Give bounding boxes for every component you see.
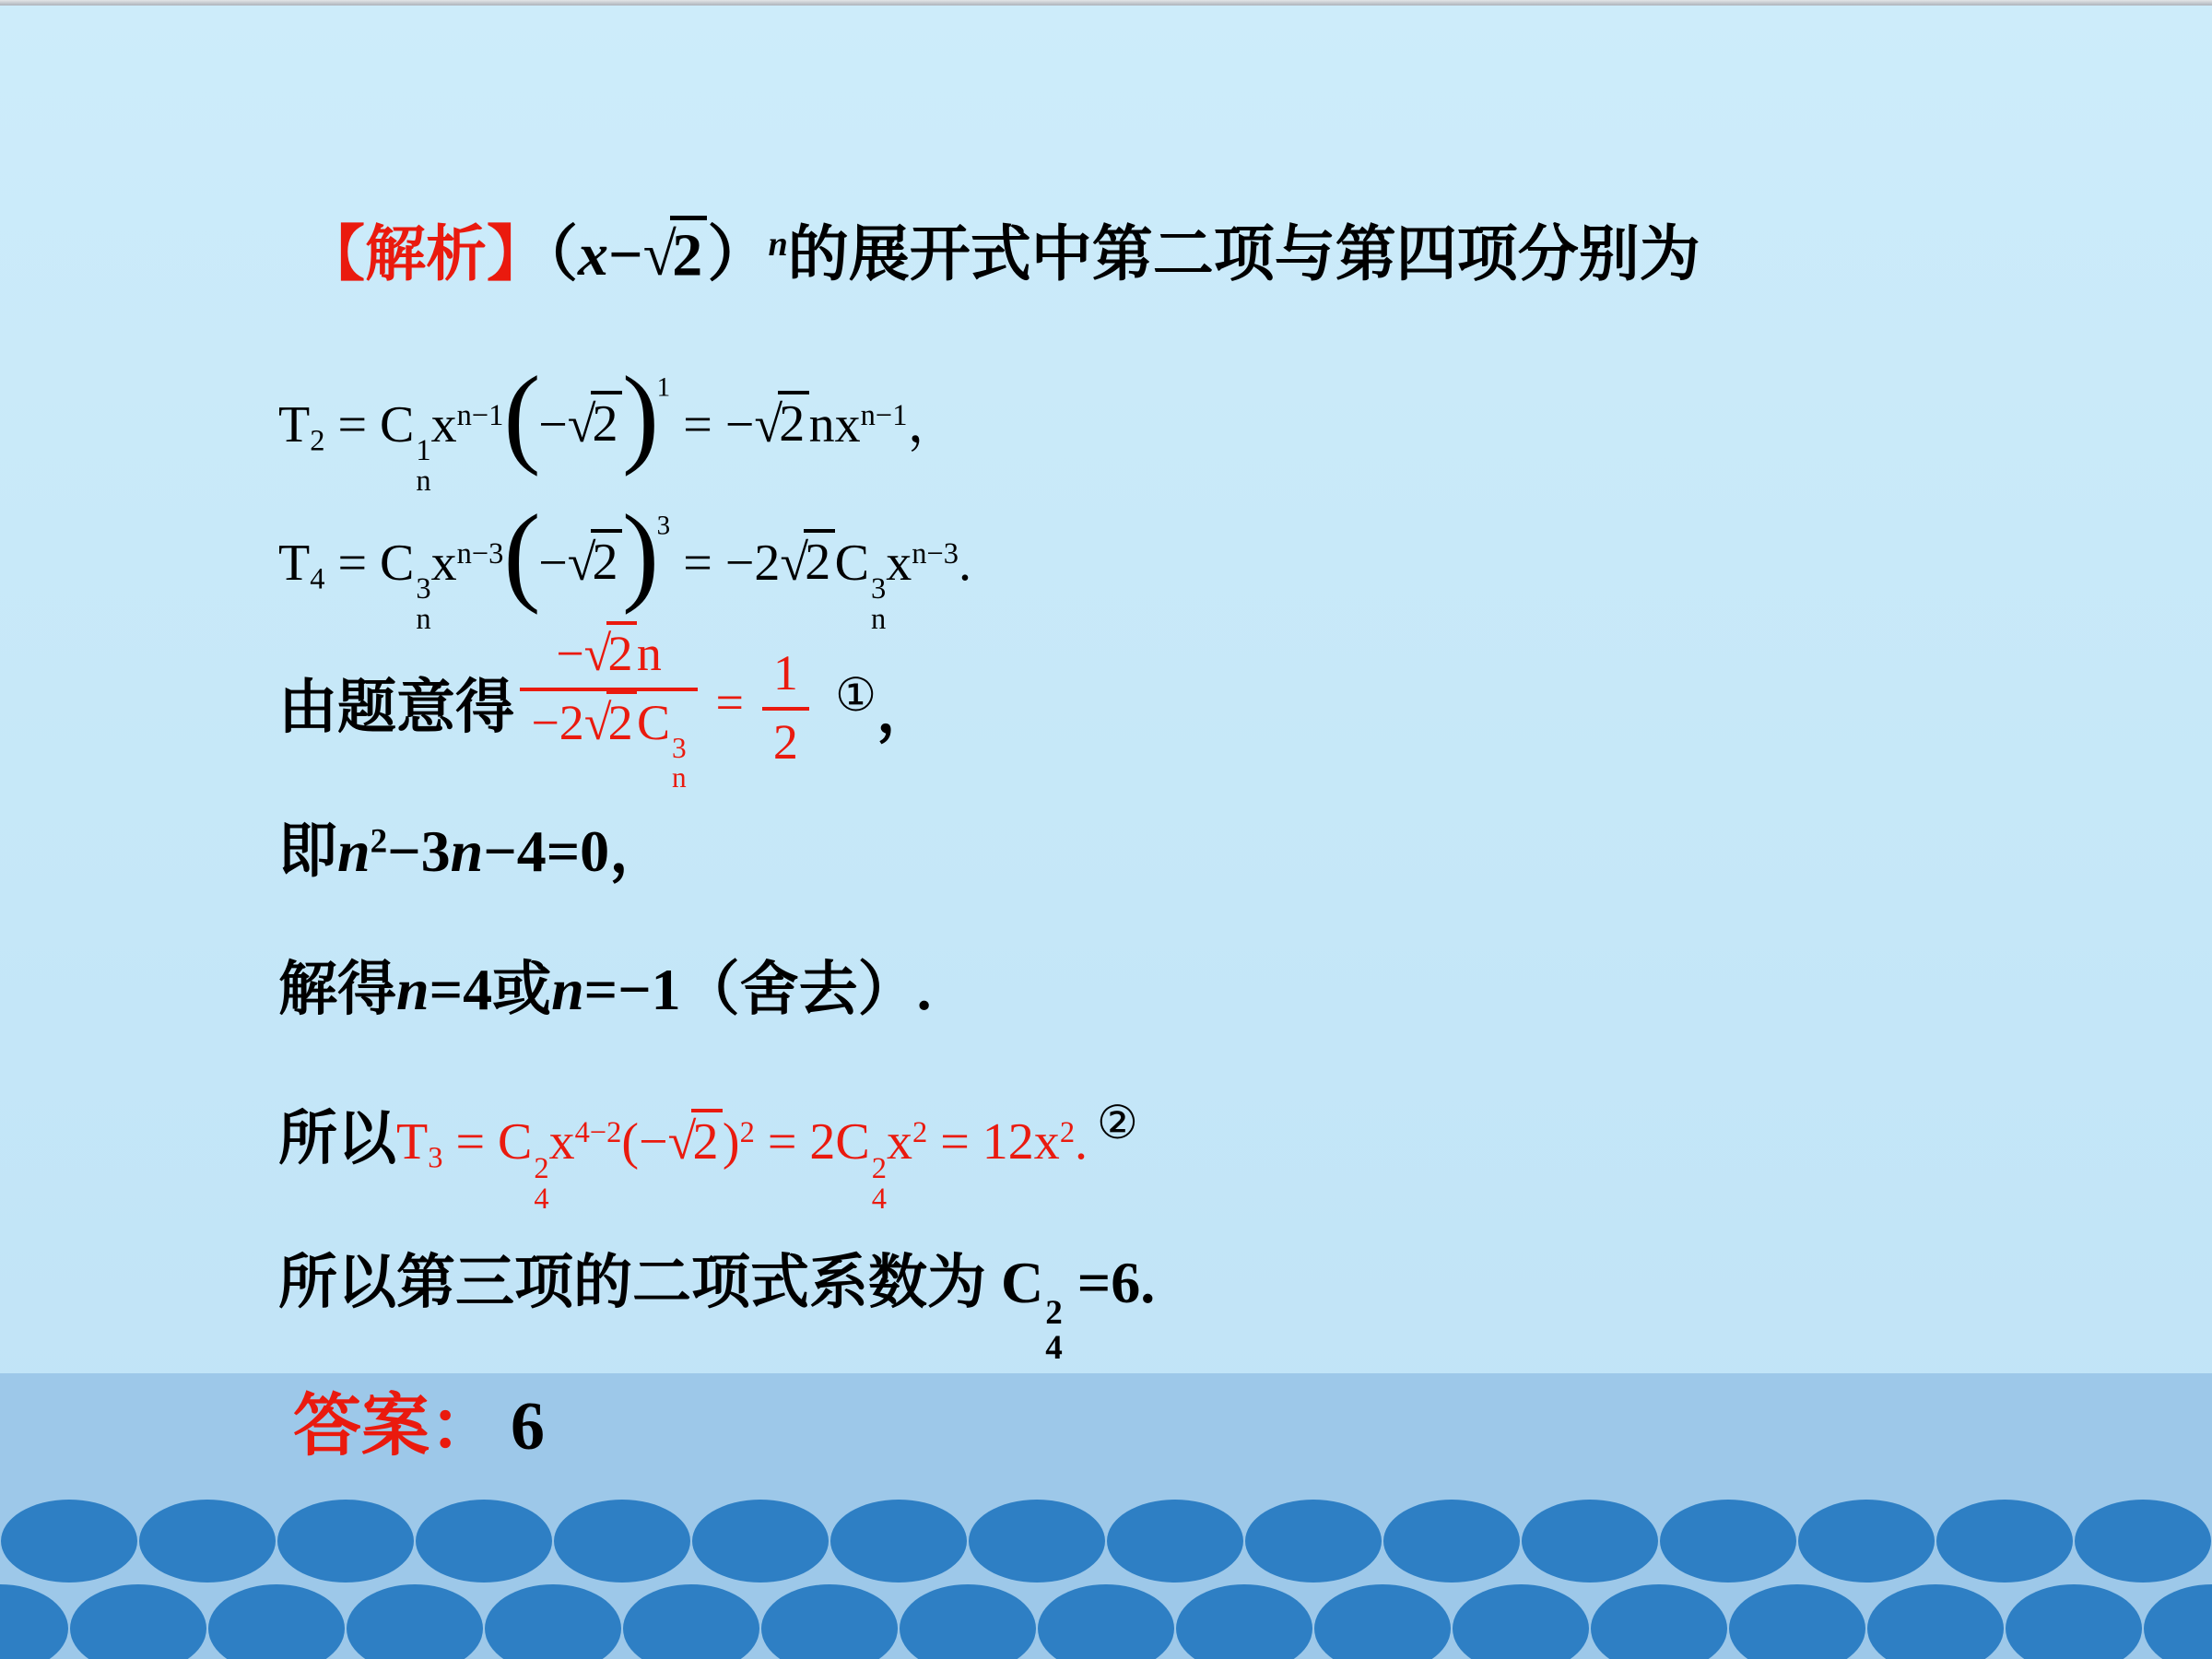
wave-dome xyxy=(139,1500,276,1583)
wave-dome xyxy=(1798,1500,1935,1583)
wave-dome xyxy=(692,1500,829,1583)
wave-dome xyxy=(1107,1500,1243,1583)
wave-dome xyxy=(1038,1584,1174,1659)
wave-dome xyxy=(1383,1500,1520,1583)
wave-scallop-decoration xyxy=(0,1475,2212,1659)
wave-dome xyxy=(1522,1500,1658,1583)
wave-dome xyxy=(1314,1584,1451,1659)
wave-dome xyxy=(2075,1500,2211,1583)
wave-dome xyxy=(347,1584,483,1659)
quadratic-equation: 即$n^2-3n-4=0$， xyxy=(278,818,669,884)
answer-label: 答案： xyxy=(293,1389,498,1465)
term-4-formula: $T_4 = C$ 3 n $x^{n-3}(-√2)^3 = -2√2C$ 3 n $x^{n-3}$. xyxy=(278,492,972,636)
wave-dome xyxy=(900,1584,1036,1659)
term-2-formula: $T_2 = C$ 1 n $x^{n-1}(-√2)^1 = -√2nx^{n-1}$， xyxy=(278,354,959,498)
wave-dome xyxy=(1,1500,137,1583)
wave-dome xyxy=(969,1500,1105,1583)
wave-dome xyxy=(0,1584,68,1659)
wave-dome xyxy=(1176,1584,1312,1659)
wave-dome xyxy=(554,1500,690,1583)
wave-dome xyxy=(1660,1500,1796,1583)
wave-dome xyxy=(830,1500,967,1583)
wave-dome xyxy=(416,1500,552,1583)
wave-dome xyxy=(2006,1584,2142,1659)
term-3-formula: 所以 $T_3 = C$ 2 4 $x^{4-2}(-√2)^2 = 2C$ 2 4 $x^2 = 12x^2$. ② xyxy=(278,1098,1138,1216)
wave-dome xyxy=(485,1584,621,1659)
window-top-strip xyxy=(0,0,2212,6)
wave-dome xyxy=(277,1500,414,1583)
wave-dome xyxy=(1729,1584,1865,1659)
wave-dome xyxy=(1453,1584,1589,1659)
wave-dome xyxy=(70,1584,206,1659)
solve-n: 解得n=4或n=−1（舍去）. xyxy=(278,957,932,1022)
wave-dome xyxy=(208,1584,345,1659)
wave-dome xyxy=(623,1584,759,1659)
ratio-equation: 由题意得 −√2n −2√2C 3 n = $\frac{1}{2}$ ①， xyxy=(278,616,935,800)
answer-line xyxy=(293,1384,545,1470)
conclusion: 所以第三项的二项式系数为 C 2 4 =6. xyxy=(278,1250,1156,1367)
wave-dome xyxy=(761,1584,898,1659)
wave-dome xyxy=(1245,1500,1382,1583)
wave-dome xyxy=(1936,1500,2073,1583)
answer-value: 6 xyxy=(511,1389,545,1465)
wave-dome xyxy=(2144,1584,2212,1659)
analysis-title: 【解析】$(x-√2)^n$的展开式中第二项与第四项分别为 xyxy=(304,218,1700,294)
wave-dome xyxy=(1867,1584,2004,1659)
wave-dome xyxy=(1591,1584,1727,1659)
